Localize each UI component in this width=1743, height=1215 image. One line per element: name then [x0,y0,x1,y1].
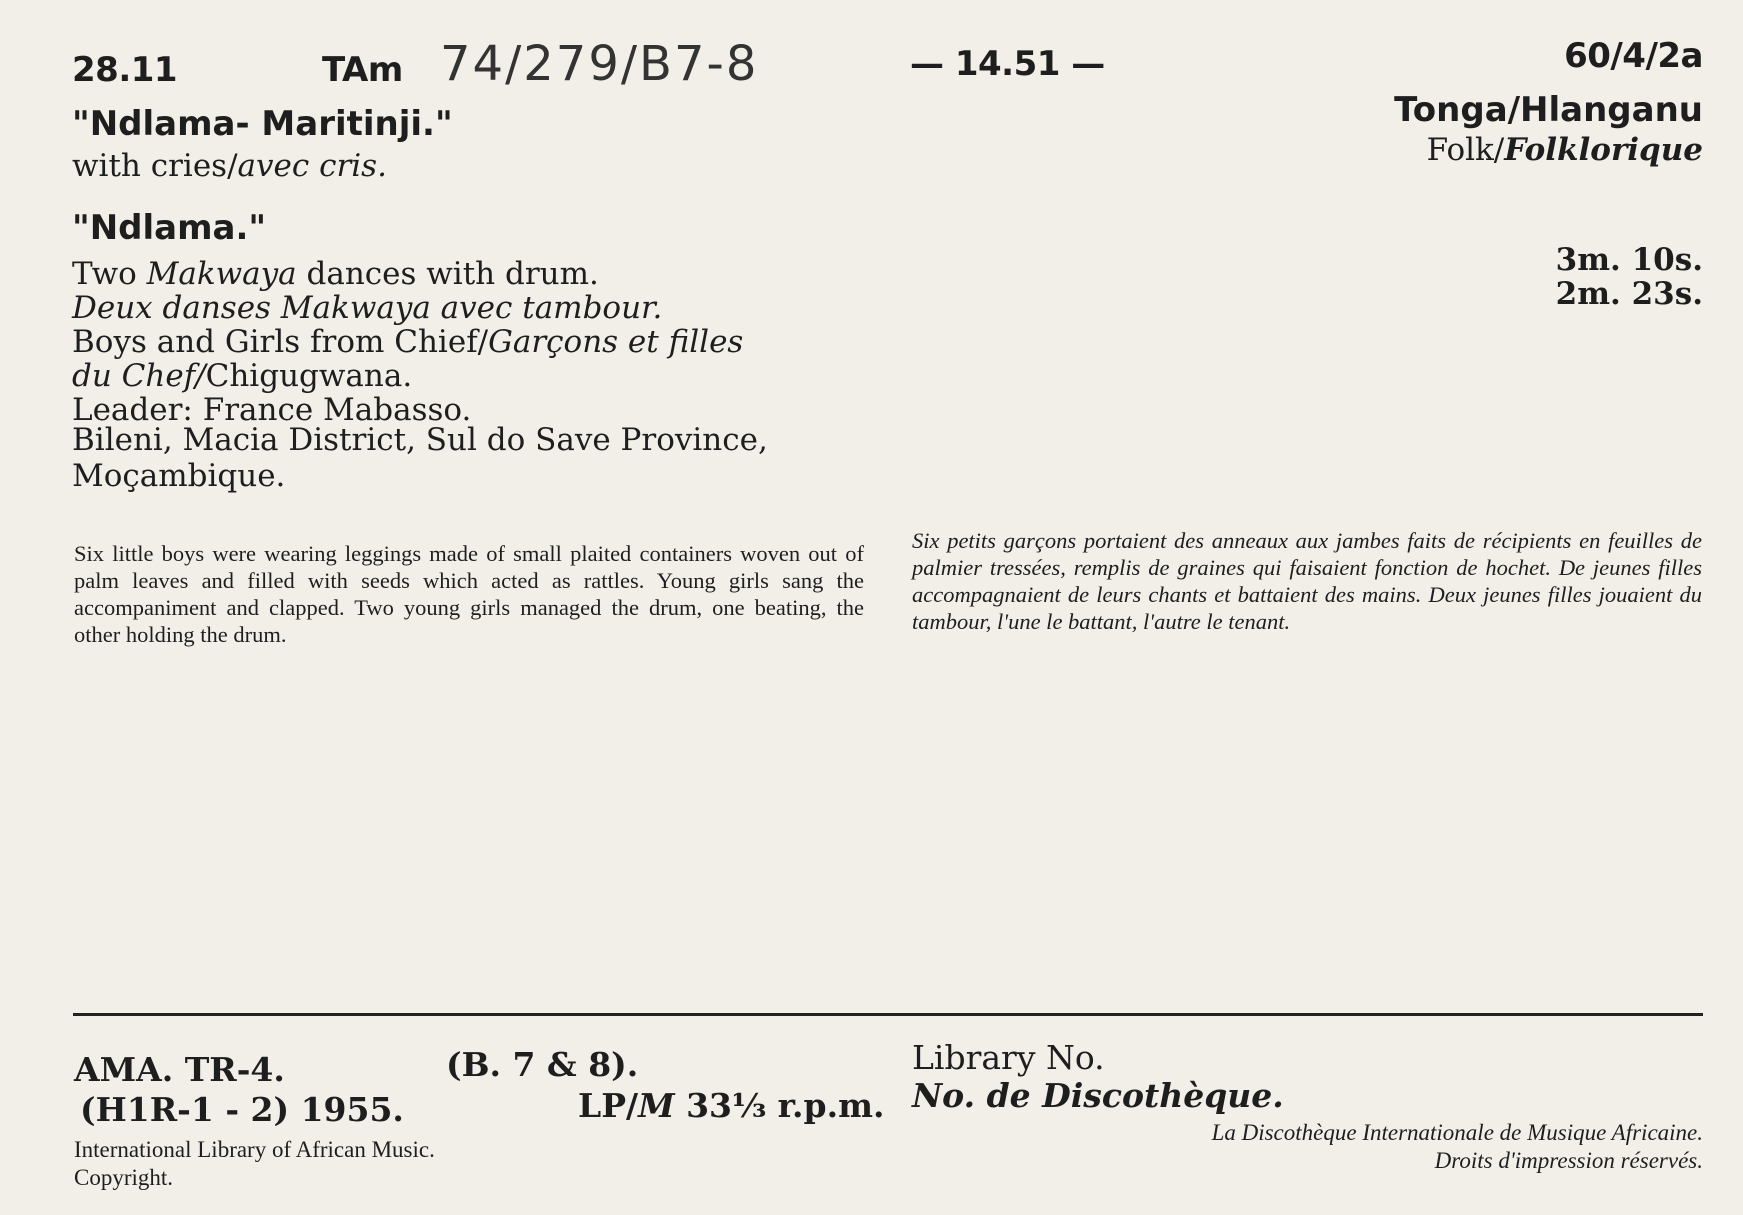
info-text-italic: Garçons et filles [488,324,744,360]
second-title: "Ndlama." [72,208,267,248]
genre-en: Folk/ [1426,132,1505,168]
genre-fr: Folklorique [1504,132,1703,168]
format-text-italic: M [638,1086,675,1125]
format-text: LP/ [578,1086,639,1125]
copyright-fr: Droits d'impression réservés. [1434,1148,1703,1173]
subtitle-fr: avec cris. [237,148,387,184]
copyright-en: Copyright. [74,1165,174,1190]
description-en: Six little boys were wearing leggings made of small plaited containers woven out of palm leaves and filled with seeds which acted as rattles. Young girls sang the accompaniment and clapped. Two young girls managed the drum, one beating, the other holding the drum. [74,541,864,647]
matrix-label: (H1R-1 - 2) 1955. [80,1090,404,1129]
duration-2: 2m. 23s. [1555,276,1703,312]
info-line-3 [72,326,743,359]
format-label [578,1086,885,1125]
info-line-5: Leader: France Mabasso. [72,392,472,428]
format-text: 33⅓ r.p.m. [674,1086,885,1125]
org-en: International Library of African Music. [74,1137,435,1162]
info-text-italic: Makwaya [146,256,297,292]
card-number: 28.11 [72,50,178,90]
info-text: dances with drum. [296,256,599,292]
subtitle-en: with cries/ [72,148,238,184]
tam-label: TAm [322,50,403,90]
library-no-fr: No. de Discothèque. [912,1076,1284,1115]
info-text: Two [72,256,147,292]
duration-1: 3m. 10s. [1555,242,1703,278]
info-text: Boys and Girls from Chief/ [72,324,489,360]
info-line-4 [72,360,412,393]
info-line-2: Deux danses Makwaya avec tambour. [72,290,663,326]
genre-label [1427,134,1703,167]
org-fr: La Discothèque Internationale de Musique Africaine. [1211,1120,1703,1145]
footer-divider [73,1013,1703,1016]
handwritten-reference: 74/279/B7-8 [440,36,759,92]
description-fr: Six petits garçons portaient des anneaux aux jambes faits de récipients en feuilles de palmier tressées, remplis de graines qui faisaient fonction de hochet. De jeunes filles accompagnaient de leurs chants et battaient des mains. Deux jeunes filles jouaient du tambour, l'une le battant, l'autre le tenant. [912,528,1702,634]
right-code: 60/4/2a [1564,36,1703,76]
info-line-6: Bileni, Macia District, Sul do Save Province, [72,422,768,458]
subtitle [72,150,387,183]
info-line-1 [72,258,599,291]
center-code: — 14.51 — [910,44,1105,84]
info-text: Chigugwana. [205,358,413,394]
info-text-italic: du Chef/ [72,358,206,394]
catalog-number: AMA. TR-4. [74,1050,285,1089]
tribe-label: Tonga/Hlanganu [1394,90,1703,130]
library-no-en: Library No. [912,1038,1105,1077]
info-line-7: Moçambique. [72,458,286,494]
sides-label: (B. 7 & 8). [446,1045,639,1084]
main-title: "Ndlama- Maritinji." [72,104,453,144]
